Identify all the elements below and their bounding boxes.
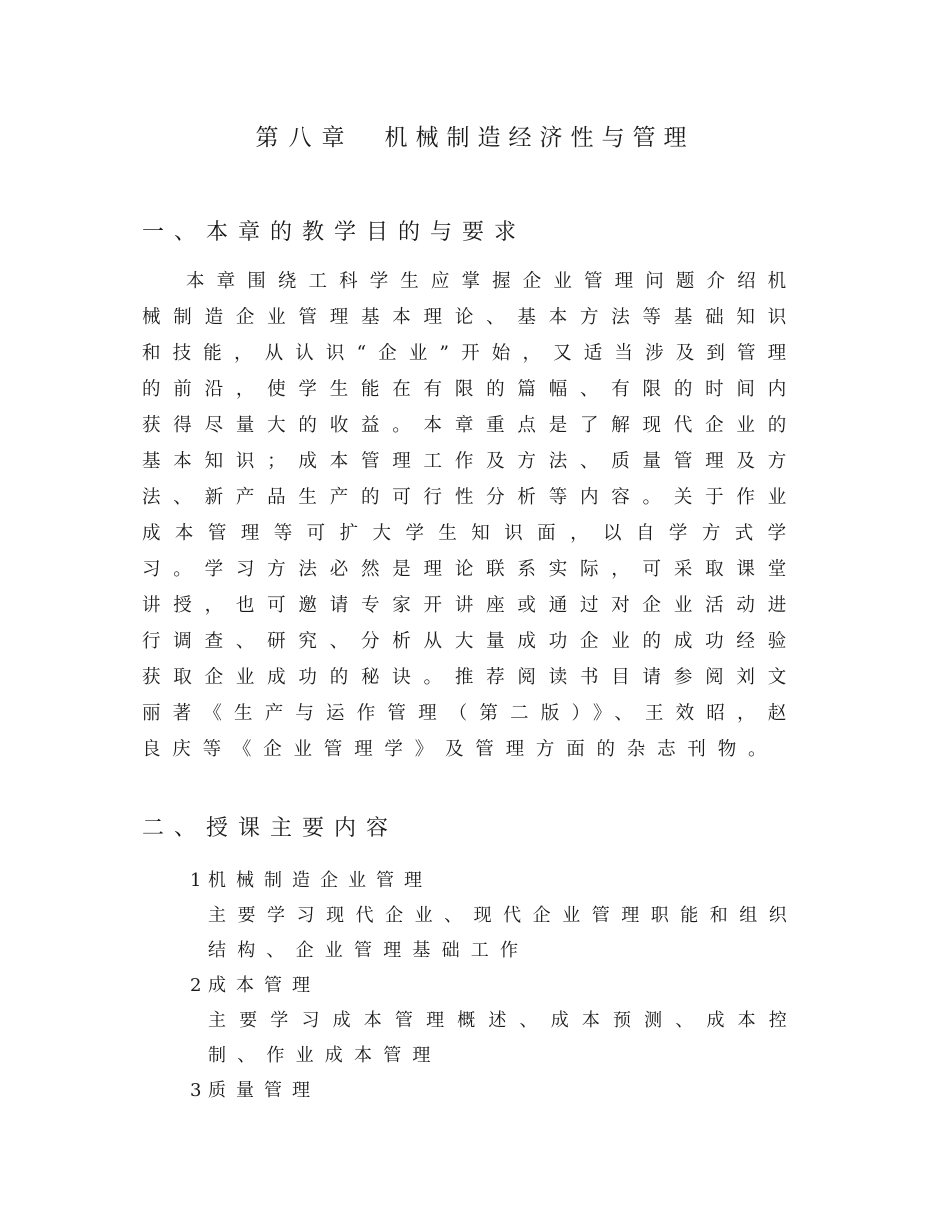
item-title: 机械制造企业管理: [208, 870, 432, 891]
item-title: 质量管理: [208, 1080, 320, 1101]
chapter-title: [0, 120, 950, 156]
item-title: 成本管理: [208, 975, 320, 996]
section-heading-objectives: 一、本章的教学目的与要求: [142, 220, 527, 245]
list-item: [190, 863, 432, 898]
objectives-paragraph: 本章围绕工科学生应掌握企业管理问题介绍机械制造企业管理基本理论、基本方法等基础知识和技能，从认识“企业”开始，又适当涉及到管理的前沿，使学生能在有限的篇幅、有限的时间内获得尽量大的收益。本章重点是了解现代企业的基本知识；成本管理工作及方法、质量管理及方法、新产品生产的可行性分析等内容。关于作业成本管理等可扩大学生知识面，以自学方式学习。学习方法必然是理论联系实际，可采取课堂讲授，也可邀请专家开讲座或通过对企业活动进行调查、研究、分析从大量成功企业的成功经验获取企业成功的秘诀。推荐阅读书目请参阅刘文丽著《生产与运作管理（第二版）》、王效昭，赵良庆等《企业管理学》及管理方面的杂志刊物。: [142, 271, 798, 760]
chapter-name: 机械制造经济性与管理: [384, 125, 695, 151]
item-number: 1: [190, 870, 202, 891]
item-number: 3: [190, 1080, 202, 1101]
item-description: 主要学习成本管理概述、成本预测、成本控制、作业成本管理: [208, 1010, 798, 1066]
list-item: [190, 1073, 320, 1108]
chapter-number: 第八章: [255, 125, 355, 151]
section-heading-content: 二、授课主要内容: [142, 816, 399, 841]
list-item: [190, 968, 320, 1003]
item-description: 主要学习现代企业、现代企业管理职能和组织结构、企业管理基础工作: [208, 905, 798, 961]
item-number: 2: [190, 975, 202, 996]
